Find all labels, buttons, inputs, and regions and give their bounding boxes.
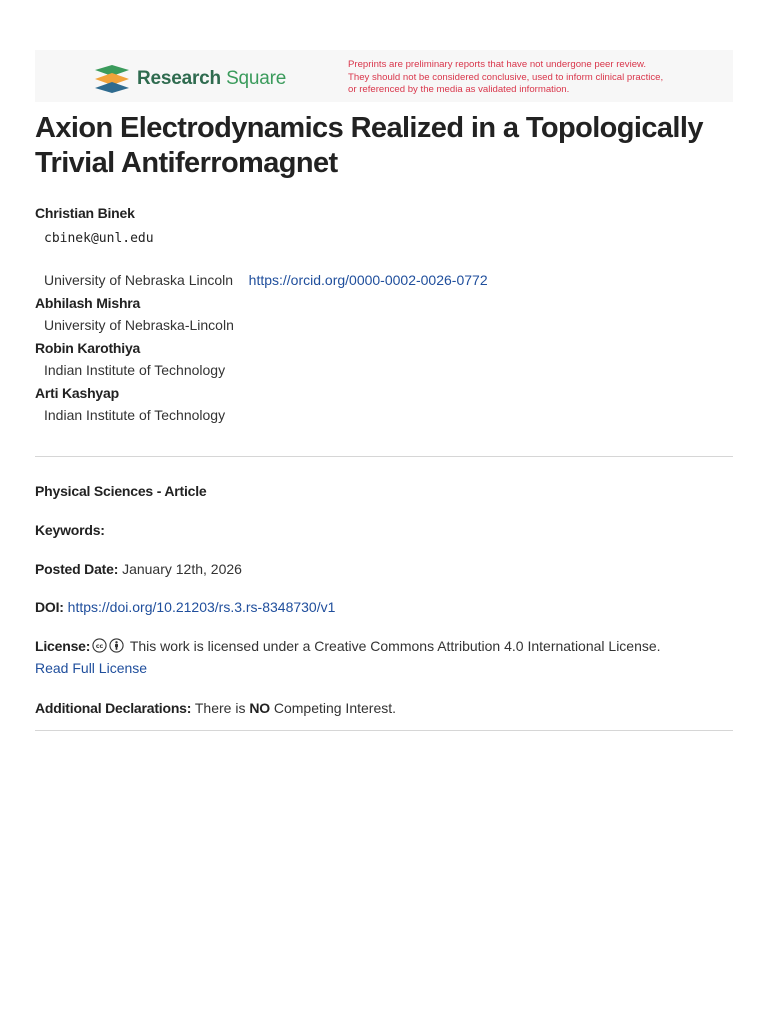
preprint-disclaimer xyxy=(348,59,728,97)
author-email[interactable]: cbinek@unl.edu xyxy=(44,231,154,246)
by-icon xyxy=(109,638,124,653)
research-square-logo-icon xyxy=(93,64,131,94)
category: Physical Sciences - Article xyxy=(35,483,207,499)
author-name: Christian Binek xyxy=(35,205,135,221)
doi xyxy=(35,596,733,618)
disclaimer-line: They should not be considered conclusive, used to inform clinical practice, xyxy=(348,71,664,83)
logo-wordmark: Research Square xyxy=(137,68,287,89)
author-affiliation: University of Nebraska-Lincoln xyxy=(44,317,234,333)
posted-date-value: January 12th, 2026 xyxy=(122,561,242,577)
author-affiliation: Indian Institute of Technology xyxy=(44,362,226,378)
posted-date-label: Posted Date: xyxy=(35,561,119,577)
doi-label: DOI: xyxy=(35,599,64,615)
author-affiliation: University of Nebraska Lincoln https://orcid.org/0000-0002-0026-0772 xyxy=(44,272,488,288)
svg-text:cc: cc xyxy=(96,643,104,651)
license-label: License: xyxy=(35,638,91,654)
author-name: Arti Kashyap xyxy=(35,385,119,401)
preprint-banner xyxy=(35,50,733,102)
cc-icon xyxy=(92,638,107,653)
posted-date xyxy=(35,558,733,580)
author-name: Robin Karothiya xyxy=(35,340,141,356)
doi-link[interactable]: https://doi.org/10.21203/rs.3.rs-8348730/v1 xyxy=(67,599,336,615)
section-divider xyxy=(35,730,733,731)
research-square-logo[interactable] xyxy=(93,64,286,94)
additional-declarations: Additional Declarations: There is NO Competing Interest. xyxy=(35,700,397,716)
disclaimer-line: or referenced by the media as validated information. xyxy=(348,84,570,95)
author-name: Abhilash Mishra xyxy=(35,295,141,311)
author-list xyxy=(35,202,735,427)
author-affiliation: Indian Institute of Technology xyxy=(44,407,226,423)
keywords: Keywords: xyxy=(35,522,105,538)
disclaimer-line: Preprints are preliminary reports that have not undergone peer review. xyxy=(348,59,647,70)
orcid-link[interactable]: https://orcid.org/0000-0002-0026-0772 xyxy=(248,272,488,288)
license xyxy=(35,635,733,679)
article-title: Axion Electrodynamics Realized in a Topologically Trivial Antiferromagnet xyxy=(35,112,703,179)
declarations-label: Additional Declarations: xyxy=(35,700,192,716)
license-text: This work is licensed under a Creative Commons Attribution 4.0 International License. xyxy=(129,638,661,654)
read-full-license-link[interactable]: Read Full License xyxy=(35,660,148,676)
section-divider xyxy=(35,456,733,457)
